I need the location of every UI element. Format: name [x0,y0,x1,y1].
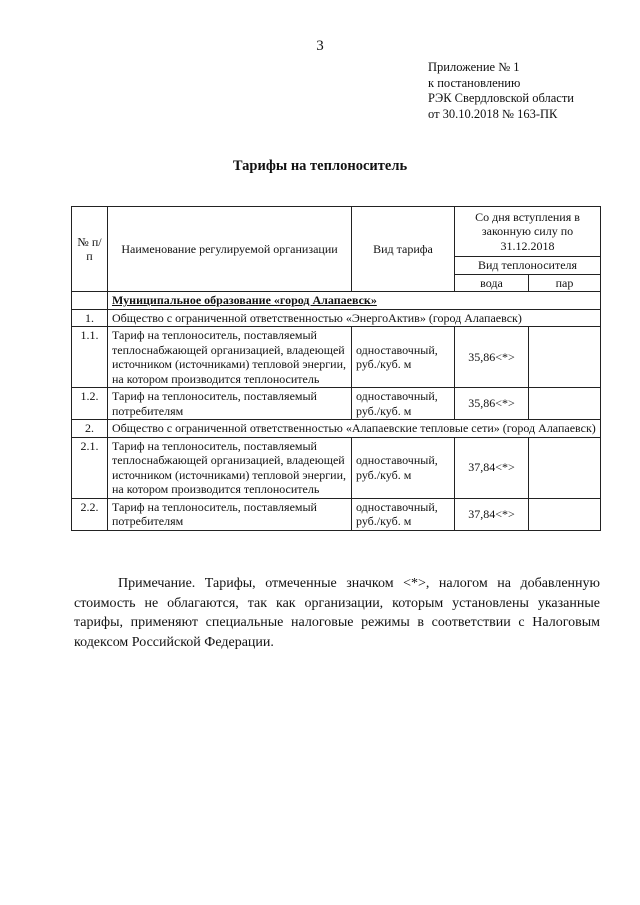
org-name: Общество с ограниченной ответственностью «Алапаевские тепловые сети» (город Алапаевск) [108,420,601,438]
row-tariff-type: одноставочный, руб./куб. м [352,388,455,420]
row-water-value: 35,86<*> [455,327,529,388]
row-water-value: 37,84<*> [455,437,529,498]
municipality-name: Муниципальное образование «город Алапаевск» [112,293,377,307]
header-num: № п/п [72,207,108,292]
row-description: Тариф на теплоноситель, поставляемый теплоснабжающей организацией, владеющей источником (источниками) тепловой энергии, на котором производится теплоноситель [108,437,352,498]
header-tariff-type: Вид тарифа [352,207,455,292]
row-description: Тариф на теплоноситель, поставляемый потребителям [108,388,352,420]
header-carrier-type: Вид теплоносителя [455,257,601,275]
row-num: 2.1. [72,437,108,498]
header-water: вода [455,274,529,292]
empty-cell [72,292,108,310]
row-steam-value [529,498,601,530]
header-row [72,207,601,257]
appendix-block [428,60,628,122]
header-steam: пар [529,274,601,292]
document-title: Тарифы на теплоноситель [232,158,408,174]
table-row [72,437,601,498]
table-row [72,292,601,310]
tariff-table [71,206,601,531]
org-name: Общество с ограниченной ответственностью «ЭнергоАктив» (город Алапаевск) [108,309,601,327]
table-row [72,420,601,438]
table-row [72,309,601,327]
table-row [72,388,601,420]
row-tariff-type: одноставочный, руб./куб. м [352,437,455,498]
table-row [72,327,601,388]
row-tariff-type: одноставочный, руб./куб. м [352,498,455,530]
row-water-value: 37,84<*> [455,498,529,530]
row-num: 2.2. [72,498,108,530]
row-steam-value [529,327,601,388]
row-steam-value [529,388,601,420]
appendix-line: РЭК Свердловской области [428,91,574,105]
row-num: 2. [72,420,108,438]
appendix-line: Приложение № 1 [428,60,520,74]
table-row [72,498,601,530]
row-num: 1. [72,309,108,327]
appendix-line: от 30.10.2018 № 163-ПК [428,106,558,121]
municipality-cell [108,292,601,310]
row-num: 1.2. [72,388,108,420]
header-effective-period: Со дня вступления в законную силу по 31.12.2018 [455,207,601,257]
row-description: Тариф на теплоноситель, поставляемый потребителям [108,498,352,530]
row-steam-value [529,437,601,498]
row-tariff-type: одноставочный, руб./куб. м [352,327,455,388]
row-water-value: 35,86<*> [455,388,529,420]
row-description: Тариф на теплоноситель, поставляемый теплоснабжающей организацией, владеющей источником (источниками) тепловой энергии, на котором производится теплоноситель [108,327,352,388]
note-paragraph: Примечание. Тарифы, отмеченные значком <*>, налогом на добавленную стоимость не облагаются, так как организации, которым установлены указанные тарифы, применяют специальные налоговые режимы в соответствии с Налоговым кодексом Российской Федерации. [74,576,600,650]
row-num: 1.1. [72,327,108,388]
page-number: 3 [316,38,324,54]
header-org: Наименование регулируемой организации [108,207,352,292]
appendix-line: к постановлению [428,75,521,90]
